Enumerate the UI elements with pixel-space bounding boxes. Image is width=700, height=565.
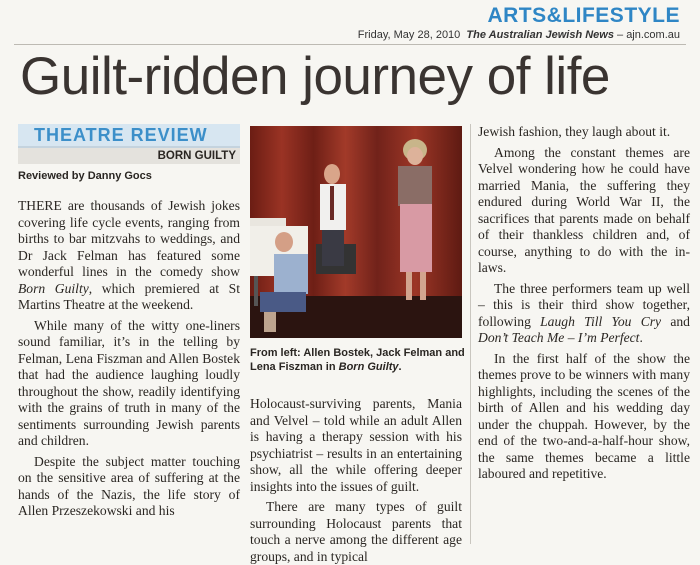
- paragraph: Holocaust-surviving parents, Mania and Velvel – told while an adult Allen is having a therapy session with his psychiatrist – results in an entertaining show, all the while offering deeper insights into the issues of guilt.: [250, 396, 462, 494]
- reviewer-byline: Reviewed by Danny Gocs: [18, 170, 152, 182]
- publication-name: The Australian Jewish News: [466, 29, 614, 41]
- column-1-text: [18, 198, 240, 520]
- show-title: BORN GUILTY: [18, 148, 240, 164]
- section-heading-arts: ARTS: [487, 4, 547, 27]
- section-heading-ampersand: &: [546, 4, 563, 27]
- paragraph: In the first half of the show the themes prove to be winners with many highlights, including the scenes of the birth of Allen and his wedding day under the chuppah. However, by the end of the two-and-a-half-hour show, the same themes became a little laboured and repetitive.: [478, 350, 690, 481]
- paragraph: Despite the subject matter touching on the sensitive area of suffering at the hands of the Nazis, the life story of Allen Przeszekowski and his: [18, 453, 240, 518]
- column-2: [250, 396, 462, 565]
- paragraph: Among the constant themes are Velvel wondering how he could have married Mania, the suffering they endured during World War II, the sacrifices that parents made on behalf of their thankless children and, of course, anything to do with the in-laws.: [478, 144, 690, 275]
- paragraph: Jewish fashion, they laugh about it.: [478, 124, 671, 139]
- column-2-text: [250, 396, 462, 565]
- production-photo-image: [250, 126, 462, 338]
- article-headline: Guilt-ridden journey of life: [20, 47, 610, 106]
- paragraph: While many of the witty one-liners sound familiar, it’s in the telling by Felman, Lena Fiszman and Allen Bostek that had the audience laughing loudly throughout the show, readily identifying with the grains of truth in many of the sentiments surrounding Jewish parents and children.: [18, 317, 240, 448]
- column-1: [18, 124, 240, 520]
- show-title-italic: Don’t Teach Me – I’m Perfect: [478, 330, 640, 345]
- paragraph: The three performers team up well – this is their third show together, following Laugh Till You Cry and Don’t Teach Me – I’m Perfect.: [478, 280, 690, 345]
- theatre-review-label: THEATRE REVIEW: [34, 125, 208, 145]
- publication-website: – ajn.com.au: [617, 29, 680, 41]
- section-heading: [487, 4, 680, 28]
- column-divider-right: [470, 124, 471, 544]
- paragraph: There are many types of guilt surrounding Holocaust parents that touch a nerve among the different age groups, and in typical: [250, 499, 462, 564]
- issue-date: Friday, May 28, 2010: [357, 29, 461, 41]
- column-3: [478, 124, 690, 483]
- show-title-italic: Born Guilty: [18, 280, 89, 296]
- column-3-text: [478, 124, 690, 483]
- header-rule: [14, 44, 686, 45]
- theatre-review-banner: [18, 124, 240, 148]
- show-title-italic: Laugh Till You Cry: [540, 313, 662, 329]
- dateline: [358, 29, 680, 41]
- photo-caption: From left: Allen Bostek, Jack Felman and Lena Fiszman in Born Guilty.: [250, 347, 465, 373]
- paragraph: THERE are thousands of Jewish jokes covering life cycle events, ranging from births to bar mitzvahs to weddings, and Dr Jack Felman has featured some wonderful lines in the comedy show Born Guilty, which premiered at St Martins Theatre at the weekend.: [18, 198, 240, 312]
- production-photo: [250, 126, 462, 338]
- section-heading-lifestyle: LIFESTYLE: [562, 4, 680, 27]
- caption-show-title: Born Guilty: [338, 361, 399, 373]
